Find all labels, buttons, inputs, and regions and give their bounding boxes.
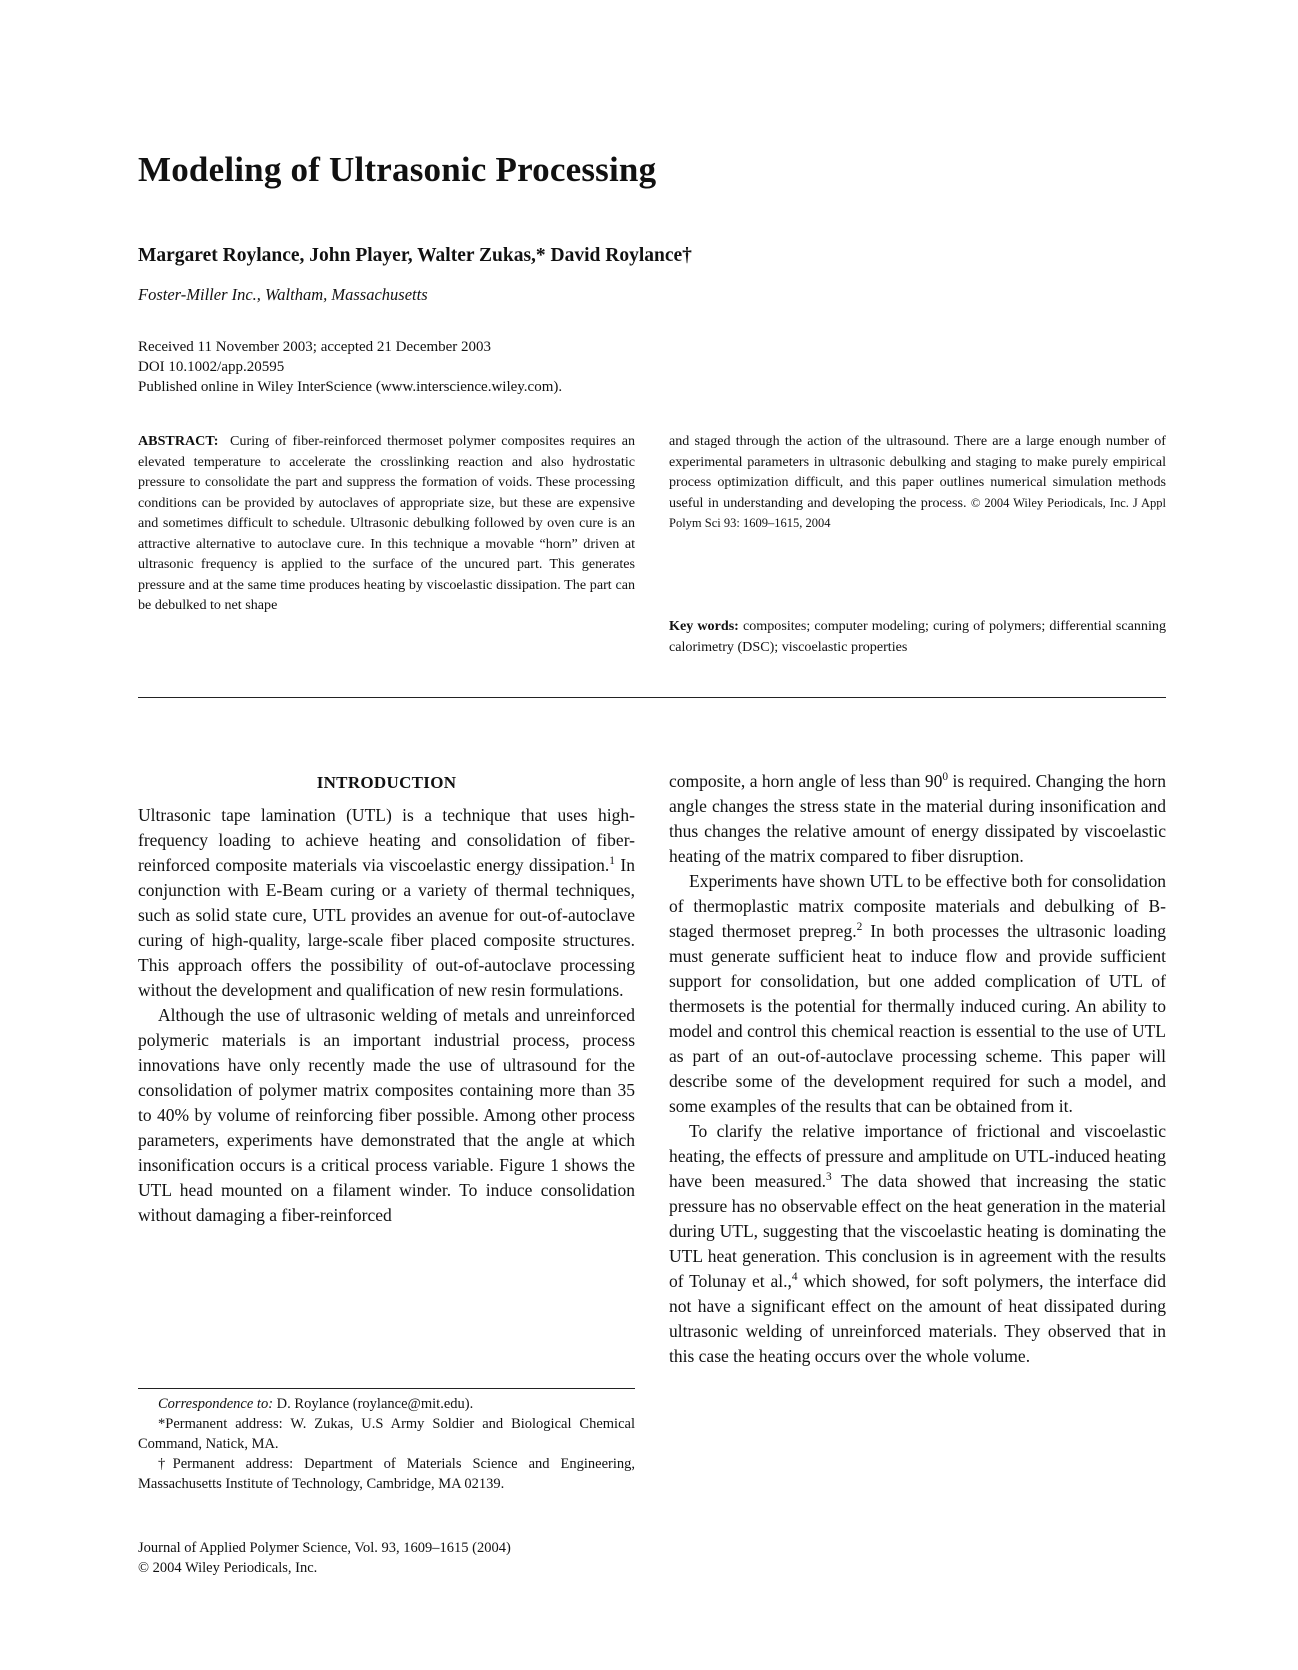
author-list: Margaret Roylance, John Player, Walter Zukas,* David Roylance† bbox=[138, 245, 692, 266]
journal-citation: Journal of Applied Polymer Science, Vol. 93, 1609–1615 (2004) bbox=[138, 1540, 511, 1556]
paragraph-text: composite, a horn angle of less than 90 bbox=[669, 771, 943, 791]
reference-marker: 2 bbox=[856, 921, 863, 934]
abstract-right bbox=[669, 431, 1166, 534]
footnote-label: Correspondence to: bbox=[158, 1396, 274, 1412]
body-column-right bbox=[669, 769, 1166, 1369]
footnote-text: D. Roylance (roylance@mit.edu). bbox=[273, 1396, 474, 1412]
published-online: Published online in Wiley InterScience (www.interscience.wiley.com). bbox=[138, 379, 563, 395]
footnote: †Permanent address: Department of Materials Science and Engineering, Massachusetts Institute of Technology, Cambridge, MA 02139. bbox=[138, 1456, 635, 1492]
journal-info bbox=[138, 1538, 511, 1578]
paragraph bbox=[669, 769, 1166, 869]
keywords-text: composites; computer modeling; curing of polymers; differential scanning calorimetry (DSC); viscoelastic properties bbox=[669, 618, 1166, 655]
publication-info bbox=[138, 337, 562, 397]
degree-marker: 0 bbox=[942, 771, 949, 784]
footnote-divider bbox=[138, 1388, 635, 1389]
section-heading-introduction: INTRODUCTION bbox=[316, 773, 457, 792]
footnotes bbox=[138, 1394, 635, 1494]
paragraph-text: which showed, for soft polymers, the interface did not have a significant effect on the amount of heat dissipated during ultrasonic welding of unreinforced materials. They observed that in this case the heating occurs over the whole volume. bbox=[669, 1271, 1166, 1366]
abstract-label: ABSTRACT: bbox=[138, 433, 219, 449]
abstract-divider bbox=[138, 697, 1166, 698]
journal-copyright: © 2004 Wiley Periodicals, Inc. bbox=[138, 1560, 318, 1576]
paragraph-text: To clarify the relative importance of frictional and viscoelastic heating, the effects of pressure and amplitude on UTL-induced heating have been measured. bbox=[669, 1121, 1166, 1191]
paragraph-text: Ultrasonic tape lamination (UTL) is a technique that uses high-frequency loading to achieve heating and consolidation of fiber-reinforced composite materials via viscoelastic energy dissipation. bbox=[138, 805, 635, 875]
abstract-citation: © 2004 Wiley Periodicals, Inc. J Appl Polym Sci 93: 1609–1615, 2004 bbox=[669, 495, 1166, 530]
keywords bbox=[669, 616, 1166, 657]
paragraph-text: In conjunction with E-Beam curing or a variety of thermal techniques, such as solid state cure, UTL provides an avenue for out-of-autoclave curing of high-quality, large-scale fiber placed composite structures. This approach offers the possibility of out-of-autoclave processing without the development and qualification of new resin formulations. bbox=[138, 855, 635, 1000]
paragraph-text: Experiments have shown UTL to be effective both for consolidation of thermoplastic matrix composite materials and debulking of B-staged thermoset prepreg. bbox=[669, 871, 1166, 941]
affiliation: Foster-Miller Inc., Waltham, Massachusetts bbox=[138, 285, 428, 304]
article-title: Modeling of Ultrasonic Processing bbox=[138, 150, 657, 189]
footnote-correspondence bbox=[138, 1394, 635, 1414]
received-date: Received 11 November 2003; accepted 21 December 2003 bbox=[138, 339, 492, 355]
doi: DOI 10.1002/app.20595 bbox=[138, 359, 285, 375]
body-column-left bbox=[138, 770, 635, 1228]
abstract-left bbox=[138, 431, 635, 616]
paragraph bbox=[138, 803, 635, 1003]
abstract-text-left: Curing of fiber-reinforced thermoset polymer composites requires an elevated temperature to accelerate the crosslinking reaction and also hydrostatic pressure to consolidate the part and suppress the formation of voids. These processing conditions can be provided by autoclaves of appropriate size, but these are expensive and sometimes difficult to schedule. Ultrasonic debulking followed by oven cure is an attractive alternative to autoclave cure. In this technique a movable “horn” driven at ultrasonic frequency is applied to the surface of the uncured part. This generates pressure and at the same time produces heating by viscoelastic dissipation. The part can be debulked to net shape bbox=[138, 433, 635, 613]
keywords-label: Key words: bbox=[669, 618, 739, 634]
paragraph: Although the use of ultrasonic welding of metals and unreinforced polymeric materials is an important industrial process, process innovations have only recently made the use of ultrasound for the consolidation of polymer matrix composites containing more than 35 to 40% by volume of reinforcing fiber possible. Among other process parameters, experiments have demonstrated that the angle at which insonification occurs is a critical process variable. Figure 1 shows the UTL head mounted on a filament winder. To induce consolidation without damaging a fiber-reinforced bbox=[138, 1005, 635, 1225]
paragraph bbox=[669, 869, 1166, 1119]
footnote: *Permanent address: W. Zukas, U.S Army Soldier and Biological Chemical Command, Natick, MA. bbox=[138, 1416, 635, 1452]
reference-marker: 1 bbox=[609, 855, 615, 868]
paragraph-text: The data showed that increasing the static pressure has no observable effect on the heat generation in the material during UTL, suggesting that the viscoelastic heating is dominating the UTL heat generation. This conclusion is in agreement with the results of Tolunay et al., bbox=[669, 1171, 1166, 1291]
reference-marker: 4 bbox=[791, 1271, 798, 1284]
paragraph-text: In both processes the ultrasonic loading must generate sufficient heat to induce flow and provide sufficient support for consolidation, but one added complication of UTL of thermosets is the potential for thermally induced curing. An ability to model and control this chemical reaction is essential to the use of UTL as part of an out-of-autoclave processing scheme. This paper will describe some of the development required for such a model, and some examples of the results that can be obtained from it. bbox=[669, 921, 1167, 1116]
paragraph-text: is required. Changing the horn angle changes the stress state in the material during insonification and thus changes the relative amount of energy dissipated by viscoelastic heating of the matrix compared to fiber disruption. bbox=[669, 771, 1166, 866]
reference-marker: 3 bbox=[826, 1171, 832, 1184]
paragraph bbox=[669, 1119, 1166, 1369]
abstract-text-right: and staged through the action of the ultrasound. There are a large enough number of experimental parameters in ultrasonic debulking and staging to make purely empirical process optimization difficult, and this paper outlines numerical simulation methods useful in understanding and developing the process. bbox=[669, 433, 1166, 511]
